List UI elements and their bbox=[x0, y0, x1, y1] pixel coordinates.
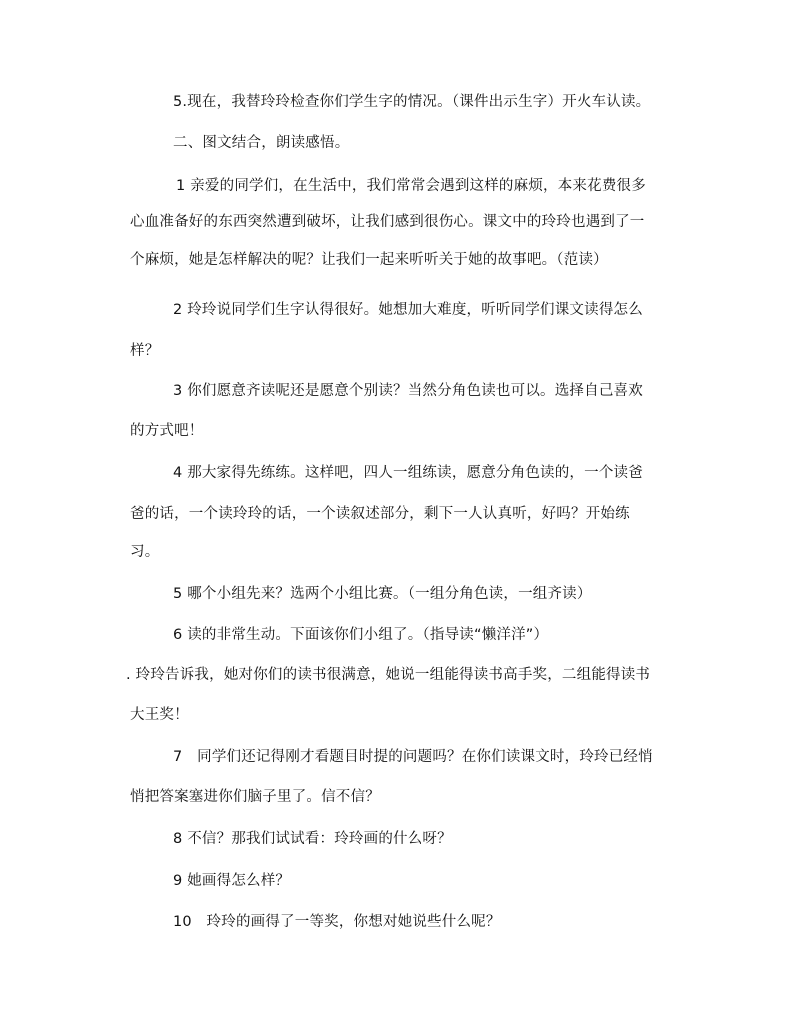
paragraph-line-12: 习。 bbox=[130, 544, 160, 560]
paragraph-line-9: 的方式吧！ bbox=[130, 423, 204, 439]
paragraph-line-16: 大王奖！ bbox=[130, 707, 189, 723]
paragraph-line-10: 4 那大家得先练练。这样吧，四人一组练读，愿意分角色读的，一个读爸 bbox=[173, 465, 643, 481]
section-heading: 二、图文结合，朗读感悟。 bbox=[173, 135, 350, 151]
paragraph-line-8: 3 你们愿意齐读呢还是愿意个别读？当然分角色读也可以。选择自己喜欢 bbox=[173, 383, 643, 399]
paragraph-line-21: 10 玲玲的画得了一等奖，你想对她说些什么呢？ bbox=[173, 914, 501, 930]
paragraph-line-4: 心血准备好的东西突然遭到破坏，让我们感到很伤心。课文中的玲玲也遇到了一 bbox=[130, 214, 645, 230]
paragraph-line-18: 悄把答案塞进你们脑子里了。信不信？ bbox=[130, 789, 380, 805]
paragraph-line-14: 6 读的非常生动。下面该你们小组了。（指导读“懒洋洋”） bbox=[173, 627, 549, 643]
paragraph-line-15: . 玲玲告诉我，她对你们的读书很满意，她说一组能得读书高手奖，二组能得读书 bbox=[126, 667, 651, 683]
paragraph-line-13: 5 哪个小组先来？选两个小组比赛。（一组分角色读，一组齐读） bbox=[173, 586, 592, 602]
paragraph-line-6: 2 玲玲说同学们生字认得很好。她想加大难度，听听同学们课文读得怎么 bbox=[173, 302, 643, 318]
paragraph-line-7: 样？ bbox=[130, 343, 160, 359]
paragraph-line-3: 1 亲爱的同学们，在生活中，我们常常会遇到这样的麻烦，本来花费很多 bbox=[176, 178, 646, 194]
paragraph-line-5: 个麻烦，她是怎样解决的呢？让我们一起来听听关于她的故事吧。（范读） bbox=[130, 252, 608, 268]
paragraph-line-1: 5.现在，我替玲玲检查你们学生字的情况。（课件出示生字）开火车认读。 bbox=[173, 94, 651, 110]
paragraph-line-20: 9 她画得怎么样？ bbox=[173, 873, 291, 889]
paragraph-line-17: 7 同学们还记得刚才看题目时提的问题吗？在你们读课文时，玲玲已经悄 bbox=[173, 749, 653, 765]
paragraph-line-11: 爸的话，一个读玲玲的话，一个读叙述部分，剩下一人认真听，好吗？开始练 bbox=[130, 506, 630, 522]
paragraph-line-19: 8 不信？那我们试试看：玲玲画的什么呀？ bbox=[173, 831, 452, 847]
